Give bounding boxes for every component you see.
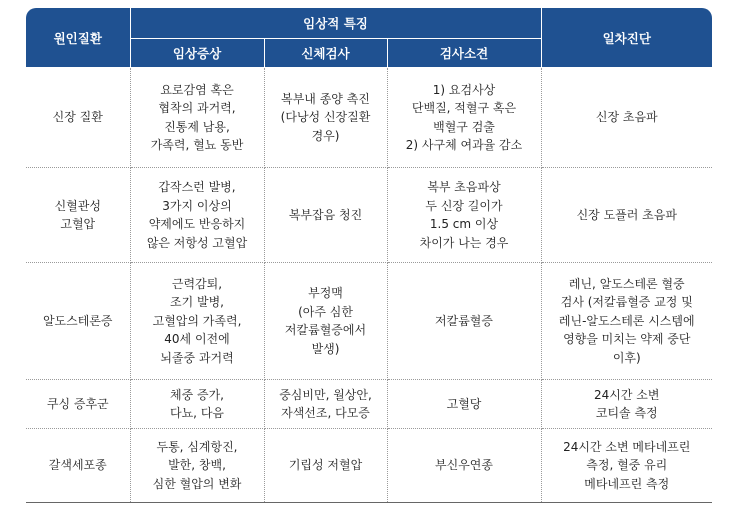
symptoms-cell [130,68,264,168]
cell-text-line: 신장 도플러 초음파 [576,207,677,222]
physical-exam-cell [264,168,387,263]
header-primary-diagnosis: 일차진단 [541,8,712,68]
cell-text-line: (다낭성 신장질환 [280,110,371,125]
cell-text-line: 체중 증가, [170,387,224,402]
cell-text-line: 신혈관성 [54,198,101,213]
cell-text-line: 중심비만, 월상안, [279,387,372,402]
primary-diagnosis-cell [541,429,712,503]
cell-text-line: 3가지 이상의 [162,198,232,213]
cell-text-line: 뇌졸중 과거력 [160,350,234,365]
cell-text-line: 1) 요검사상 [432,82,496,97]
cell-text-line: 코티솔 측정 [595,406,658,420]
symptoms-cell [130,429,264,503]
header-symptoms: 임상증상 [130,39,264,68]
cell-text-line: 1.5 cm 이상 [429,217,499,231]
primary-diagnosis-cell [541,168,712,263]
table-row [26,68,712,168]
hypertension-causes-table [26,8,712,503]
cell-text-line: 심한 혈압의 변화 [152,476,242,491]
cell-text-line: 단백질, 적혈구 혹은 [411,101,517,115]
lab-findings-cell [387,68,541,168]
symptoms-cell [130,263,264,380]
cell-text-line: 않은 저항성 고혈압 [146,235,248,250]
cause-cell [26,380,130,429]
cell-text-line: 영향을 미치는 약제 중단 [563,332,691,347]
cell-text-line: 24시간 소변 [594,387,660,402]
symptoms-cell [130,380,264,429]
cause-cell [26,68,130,168]
cell-text-line: 차이가 나는 경우 [419,235,509,250]
header-cause: 원인질환 [26,8,130,68]
cell-text-line: 부정맥 [308,286,343,300]
cell-text-line: 부신우연종 [435,458,493,473]
primary-diagnosis-cell [541,68,712,168]
cell-text-line: 측정, 혈중 유리 [586,458,668,473]
lab-findings-cell [387,263,541,380]
cell-text-line: 고혈압 [60,217,96,231]
cell-text-line: 고혈당 [446,396,482,411]
cell-text-line: 갈색세포종 [48,458,107,473]
cell-text-line: 협착의 과거력, [158,101,236,115]
lab-findings-cell [387,380,541,429]
cell-text-line: 근력감퇴, [171,276,223,291]
cell-text-line: 복부잡음 청진 [288,207,363,222]
cell-text-line: 다뇨, 다음 [170,406,224,420]
table-row [26,380,712,429]
table-body [26,68,712,503]
cell-text-line: 백혈구 검출 [433,119,495,134]
cell-text-line: 발한, 창백, [168,458,226,473]
table-row [26,168,712,263]
cell-text-line: 발생) [311,341,340,356]
cell-text-line: 알도스테론증 [42,313,113,328]
cell-text-line: 24시간 소변 메타네프린 [563,439,691,454]
cell-text-line: 요로감염 혹은 [160,82,234,97]
cell-text-line: 복부내 종양 촉진 [281,91,370,106]
cell-text-line: 기립성 저혈압 [288,458,363,473]
cell-text-line: 쿠싱 증후군 [46,396,109,411]
header-physical-exam: 신체검사 [264,39,387,68]
table-row [26,263,712,380]
cause-cell [26,168,130,263]
lab-findings-cell [387,429,541,503]
cell-text-line: 약제에도 반응하지 [148,217,246,231]
cell-text-line: 고혈압의 가족력, [152,313,242,328]
header-clinical-features: 임상적 특징 [130,8,541,39]
cell-text-line: 진통제 남용, [164,119,230,134]
cell-text-line: 두 신장 길이가 [425,198,503,213]
physical-exam-cell [264,380,387,429]
physical-exam-cell [264,429,387,503]
cell-text-line: 이후) [612,350,641,365]
physical-exam-cell [264,263,387,380]
physical-exam-cell [264,68,387,168]
cell-text-line: 자색선조, 다모증 [281,406,370,420]
cell-text-line: 경우) [311,128,340,143]
lab-findings-cell [387,168,541,263]
cell-text-line: 40세 이전에 [164,332,230,347]
cause-cell [26,263,130,380]
cell-text-line: 조기 발병, [170,295,224,310]
table-row [26,429,712,503]
cell-text-line: 갑작스런 발병, [158,180,236,194]
header-lab-findings: 검사소견 [387,39,541,68]
cause-cell [26,429,130,503]
cell-text-line: 저칼륨혈증에서 [284,323,367,337]
cell-text-line: 저칼륨혈증 [435,313,493,328]
table-header [26,8,712,68]
cell-text-line: 복부 초음파상 [427,180,501,194]
cell-text-line: 검사 (저칼륨혈증 교정 및 [560,295,693,310]
primary-diagnosis-cell [541,263,712,380]
cell-text-line: 레닌-알도스테론 시스템에 [558,313,695,328]
cell-text-line: (아주 심한 [298,304,353,319]
cell-text-line: 신장 질환 [52,110,103,125]
symptoms-cell [130,168,264,263]
cell-text-line: 두통, 심계항진, [156,439,238,454]
cell-text-line: 2) 사구체 여과율 감소 [405,138,523,152]
cell-text-line: 신장 초음파 [595,110,658,125]
cell-text-line: 가족력, 혈뇨 동반 [150,138,244,152]
cell-text-line: 메타네프린 측정 [584,476,670,491]
cell-text-line: 레닌, 알도스테론 혈중 [568,276,685,291]
primary-diagnosis-cell [541,380,712,429]
